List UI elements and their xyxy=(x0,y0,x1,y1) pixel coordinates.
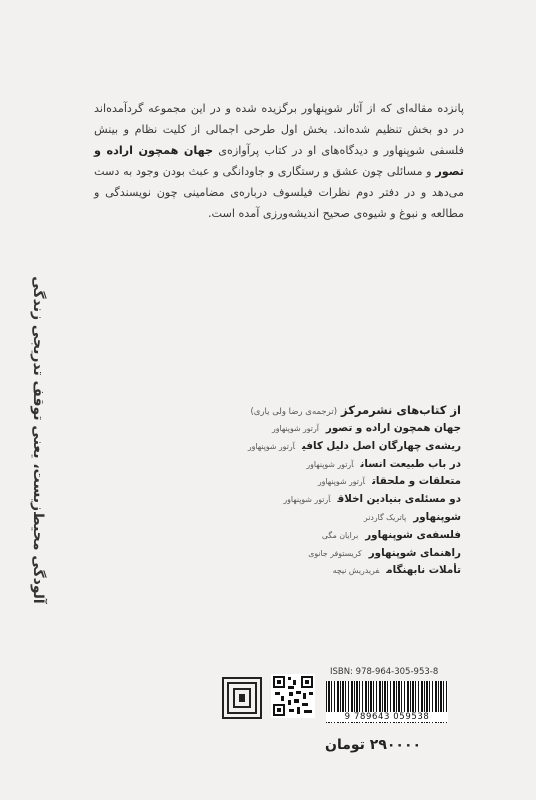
publisher-logo-icon xyxy=(222,677,262,719)
list-item xyxy=(161,493,461,511)
description-text-before: پانزده مقاله‌ای که از آثار شوپنهاور برگزیده شده و در این مجموعه گردآمده‌اند در دو بخش تنظیم شده‌اند. بخش اول طرحی اجمالی از کلیت نظام و بینش فلسفی شوپنهاور و دیدگاه‌های او در کتاب پرآوازه‌ی xyxy=(94,102,464,157)
qr-code-icon xyxy=(271,674,315,718)
book-author: فریدریش نیچه xyxy=(332,566,380,576)
spine-slogan-text: آلودگی محیط‌زیست، یعنی توقف تدریجی زندگی xyxy=(30,276,46,604)
book-title: شوپنهاور xyxy=(413,510,461,523)
book-author: پاتریک گاردنر xyxy=(363,512,407,522)
spine-slogan xyxy=(16,240,60,640)
book-title: در باب طبیعت انسان xyxy=(360,457,461,470)
book-list-title: از کتاب‌های نشرمرکز xyxy=(341,403,461,417)
book-list-note: (ترجمه‌ی رضا ولی یاری) xyxy=(250,407,338,417)
list-item xyxy=(161,440,461,458)
isbn-text: ISBN: 978-964-305-953-8 xyxy=(330,667,439,677)
book-description xyxy=(94,98,464,224)
price-label: ۲۹۰۰۰۰ تومان xyxy=(325,737,422,753)
list-item xyxy=(161,564,461,582)
list-item xyxy=(161,458,461,476)
book-title: تأملات نابهنگام xyxy=(386,564,461,577)
book-author: آرتور شوپنهاور xyxy=(306,459,354,469)
list-item xyxy=(161,529,461,547)
book-title: ریشه‌ی چهارگان اصل دلیل کافی xyxy=(302,439,461,452)
book-author: آرتور شوپنهاور xyxy=(247,441,296,451)
description-text-after: و مسائلی چون عشق و رستگاری و جاودانگی و عبث بودن وجود به دست می‌دهد و در دفتر دوم نظرات فیلسوف درباره‌ی مضامینی چون نویسندگی و مطالعه و نبوغ و شیوه‌ی صحیح اندیشه‌ورزی آمده است. xyxy=(94,165,464,220)
book-title: فلسفه‌ی شوپنهاور xyxy=(365,528,461,541)
book-list-heading xyxy=(161,403,461,417)
book-title: دو مسئله‌ی بنیادین اخلاق xyxy=(337,493,461,506)
list-item xyxy=(161,422,461,440)
book-title: جهان همچون اراده و تصور xyxy=(325,422,461,434)
book-title: متعلقات و ملحقات xyxy=(372,475,461,488)
book-author: آرتور شوپنهاور xyxy=(271,424,319,433)
book-author: آرتور شوپنهاور xyxy=(317,477,366,487)
book-title: راهنمای شوپنهاور xyxy=(368,546,461,559)
book-author: کریستوفر جانوی xyxy=(308,548,362,558)
list-item xyxy=(161,511,461,529)
list-item xyxy=(161,475,461,493)
description-bold-title: جهان همچون اراده و تصور xyxy=(94,144,464,178)
publisher-book-list xyxy=(161,403,461,582)
book-author: برایان مگی xyxy=(321,530,359,540)
barcode-number: 9 789643 059538 xyxy=(326,712,448,722)
book-author: آرتور شوپنهاور xyxy=(283,495,331,505)
list-item xyxy=(161,547,461,565)
